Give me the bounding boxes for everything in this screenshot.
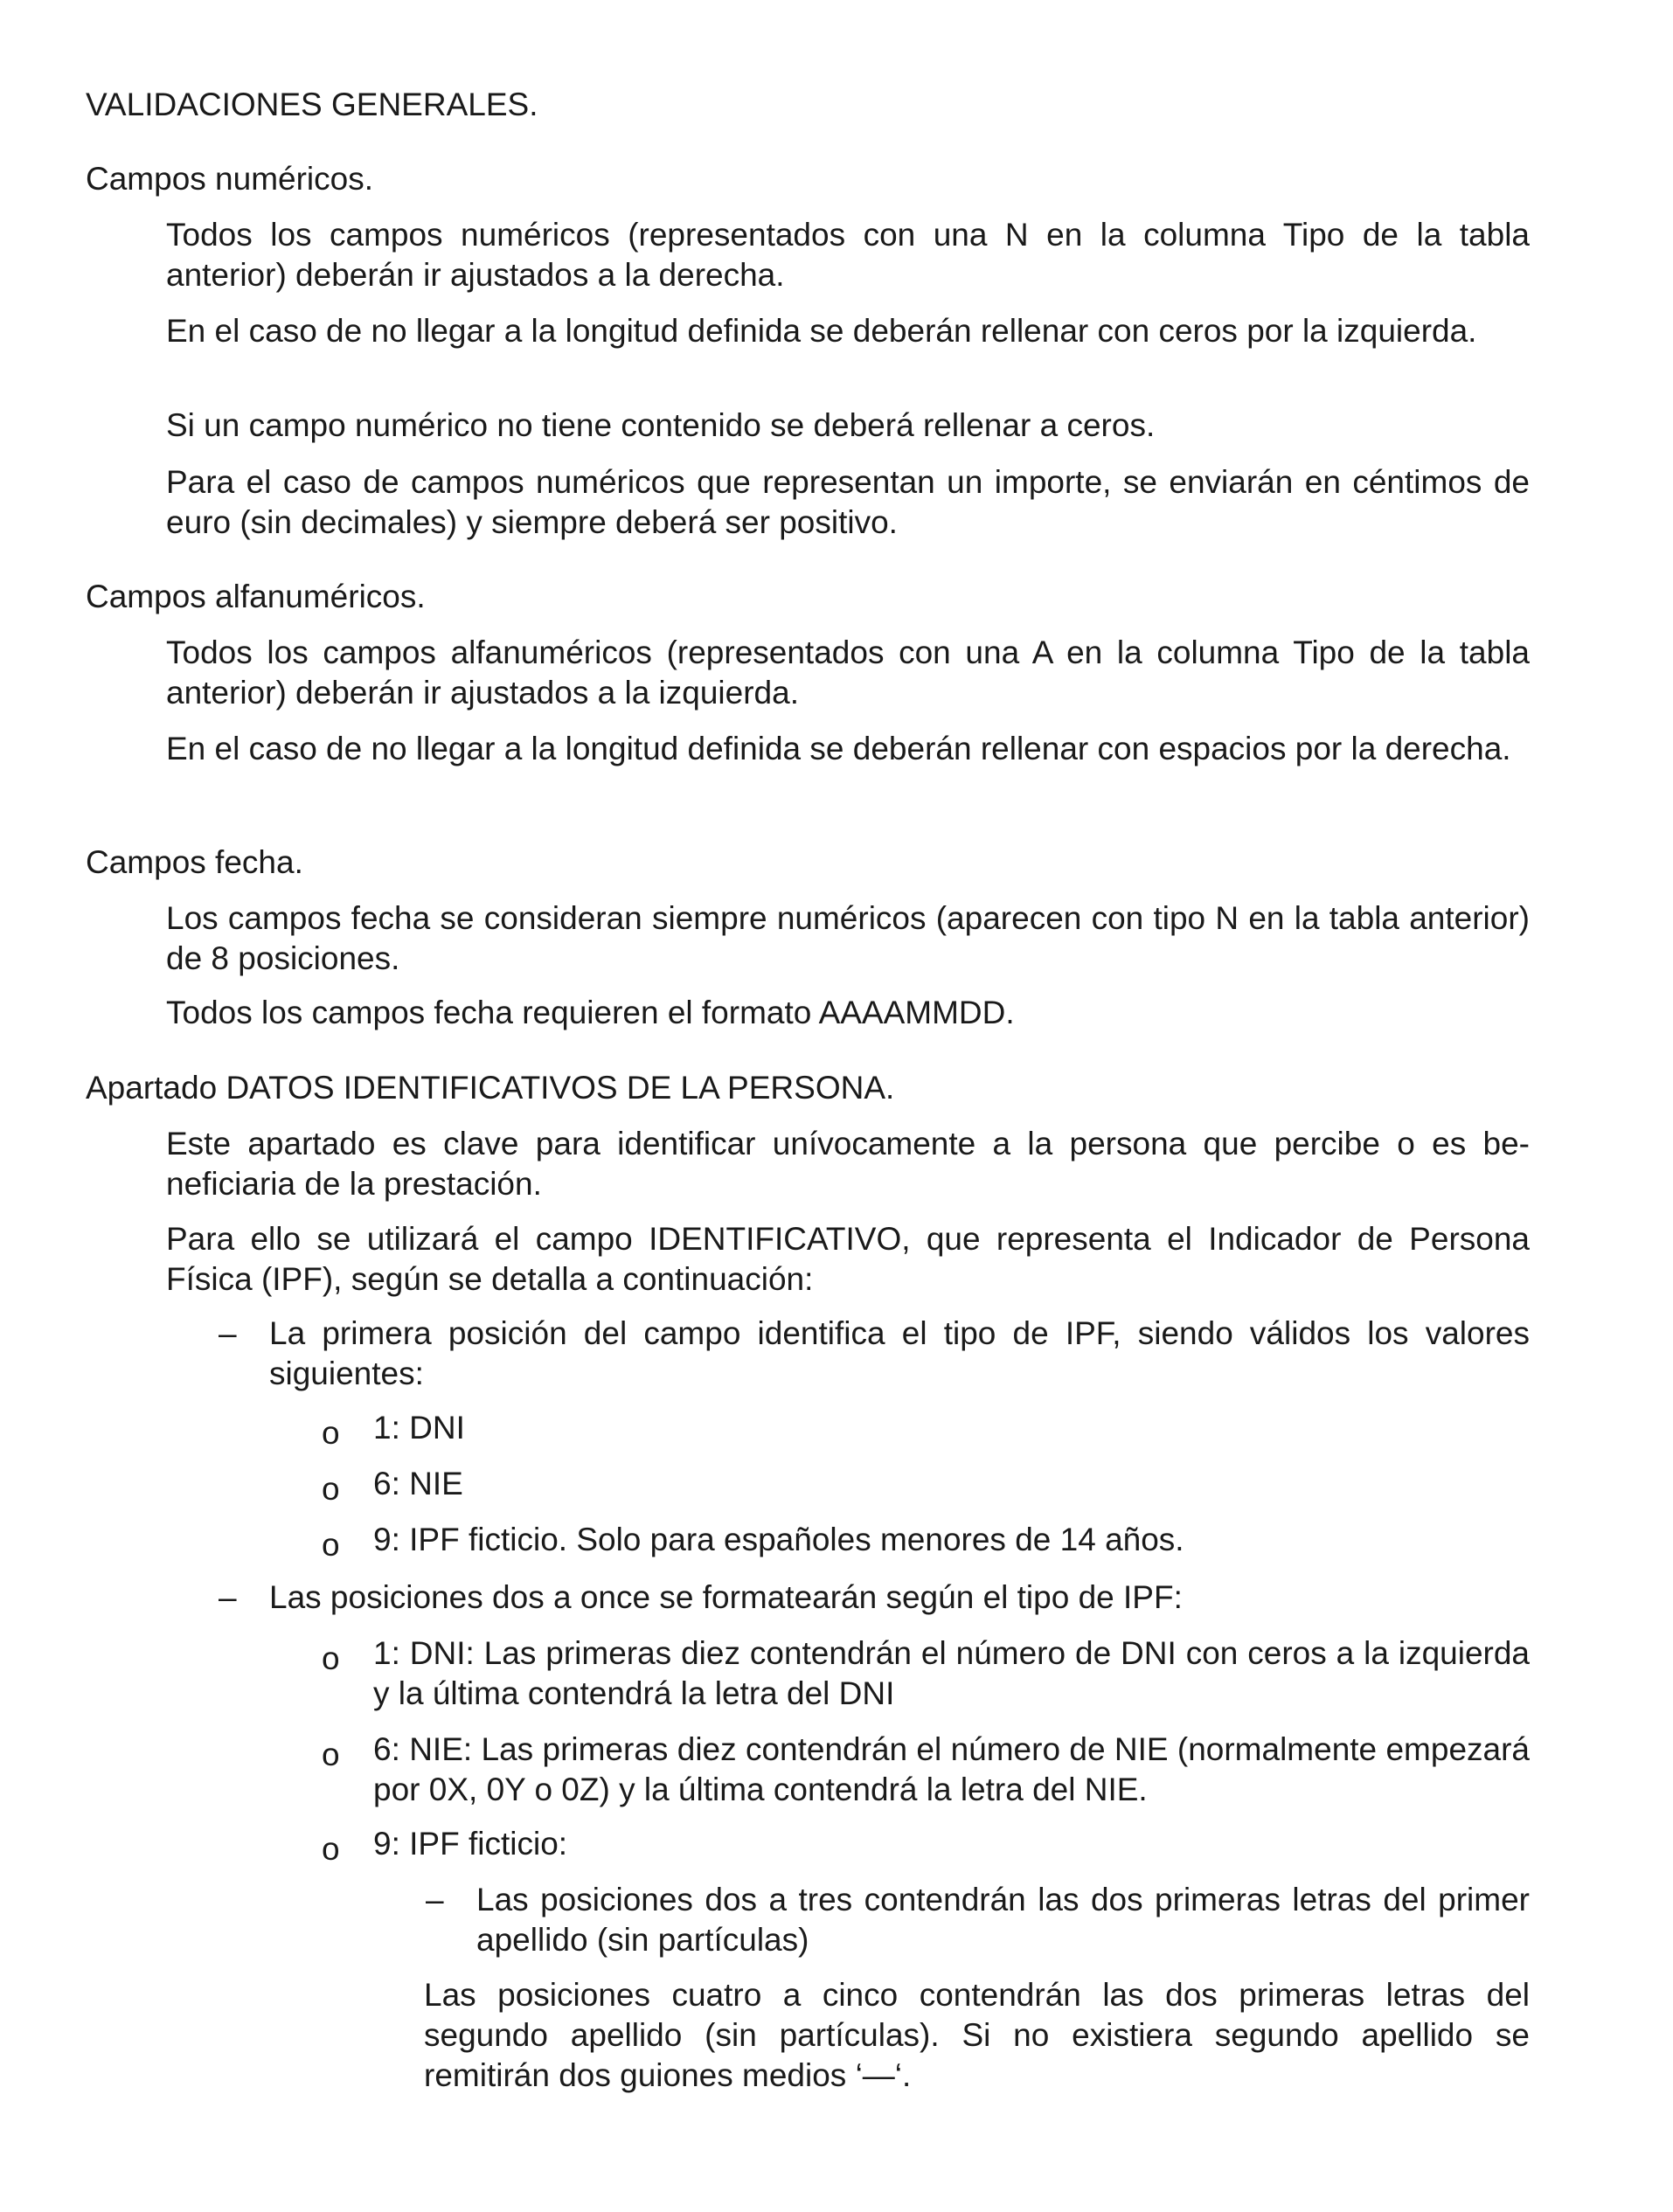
dash-bullet-marker: – [426,1882,444,1917]
numeric-heading: Campos numéricos. [86,161,374,197]
date-paragraph-1: Los campos fecha se consideran siempre numéricos (aparecen con tipo N en la tabla anterior) de 8 posiciones. [166,900,1530,976]
second-surname-paragraph: Las posiciones cuatro a cinco contendrán las dos primeras letras del segundo apellido (sin partículas). Si no existiera segundo apellido se remitirán dos guiones medios ‘—‘. [424,1977,1530,2093]
identity-paragraph-2: Para ello se utilizará el campo IDENTIFICATIVO, que representa el Indicador de Persona Física (IPF), según se detalla a continuación: [166,1221,1530,1297]
dash-bullet-marker: – [219,1579,237,1615]
list-item: 9: IPF ficticio. Solo para españoles menores de 14 años. [373,1522,1184,1557]
bullet-first-position: La primera posición del campo identifica el tipo de IPF, siendo válidos los valores siguientes: [269,1315,1530,1391]
bullet-positions-two-to-eleven: Las posiciones dos a once se formatearán según el tipo de IPF: [269,1579,1183,1615]
dash-bullet-marker: – [219,1315,237,1351]
document-title: VALIDACIONES GENERALES. [86,87,538,122]
circle-bullet-marker: o [322,1527,340,1563]
circle-bullet-marker: o [322,1737,340,1772]
alpha-heading: Campos alfanuméricos. [86,579,426,614]
list-item: 1: DNI [373,1410,465,1446]
list-item: 9: IPF ficticio: [373,1826,568,1862]
circle-bullet-marker: o [322,1415,340,1451]
numeric-paragraph-1: Todos los campos numéricos (representados con una N en la columna Tipo de la tabla anterior) deberán ir ajustados a la derecha. [166,217,1530,293]
sub-bullet-first-surname: Las posiciones dos a tres contendrán las dos primeras letras del primer apellido (sin partículas) [476,1882,1530,1958]
list-item: 6: NIE [373,1466,463,1501]
alpha-paragraph-2: En el caso de no llegar a la longitud definida se deberán rellenar con espacios por la derecha. [166,731,1511,766]
identity-paragraph-1: Este apartado es clave para identificar unívocamente a la persona que percibe o es beneficiaria de la prestación. [166,1126,1530,1202]
date-paragraph-2: Todos los campos fecha requieren el formato AAAAMMDD. [166,995,1015,1030]
circle-bullet-marker: o [322,1640,340,1676]
circle-bullet-marker: o [322,1471,340,1507]
numeric-paragraph-3: Si un campo numérico no tiene contenido se deberá rellenar a ceros. [166,407,1156,443]
date-heading: Campos fecha. [86,844,303,880]
alpha-paragraph-1: Todos los campos alfanuméricos (representados con una A en la columna Tipo de la tabla anterior) deberán ir ajustados a la izquierda. [166,634,1530,711]
list-item: 6: NIE: Las primeras diez contendrán el número de NIE (normalmente empezará por 0X, 0Y o 0Z) y la última contendrá la letra del NIE. [373,1731,1530,1807]
numeric-paragraph-4: Para el caso de campos numéricos que representan un importe, se enviarán en céntimos de euro (sin decimales) y siempre deberá ser positivo. [166,464,1530,540]
numeric-paragraph-2: En el caso de no llegar a la longitud definida se deberán rellenar con ceros por la izquierda. [166,313,1477,349]
list-item: 1: DNI: Las primeras diez contendrán el número de DNI con ceros a la izquierda y la última contendrá la letra del DNI [373,1635,1530,1711]
identity-heading: Apartado DATOS IDENTIFICATIVOS DE LA PERSONA. [86,1070,895,1106]
circle-bullet-marker: o [322,1831,340,1867]
